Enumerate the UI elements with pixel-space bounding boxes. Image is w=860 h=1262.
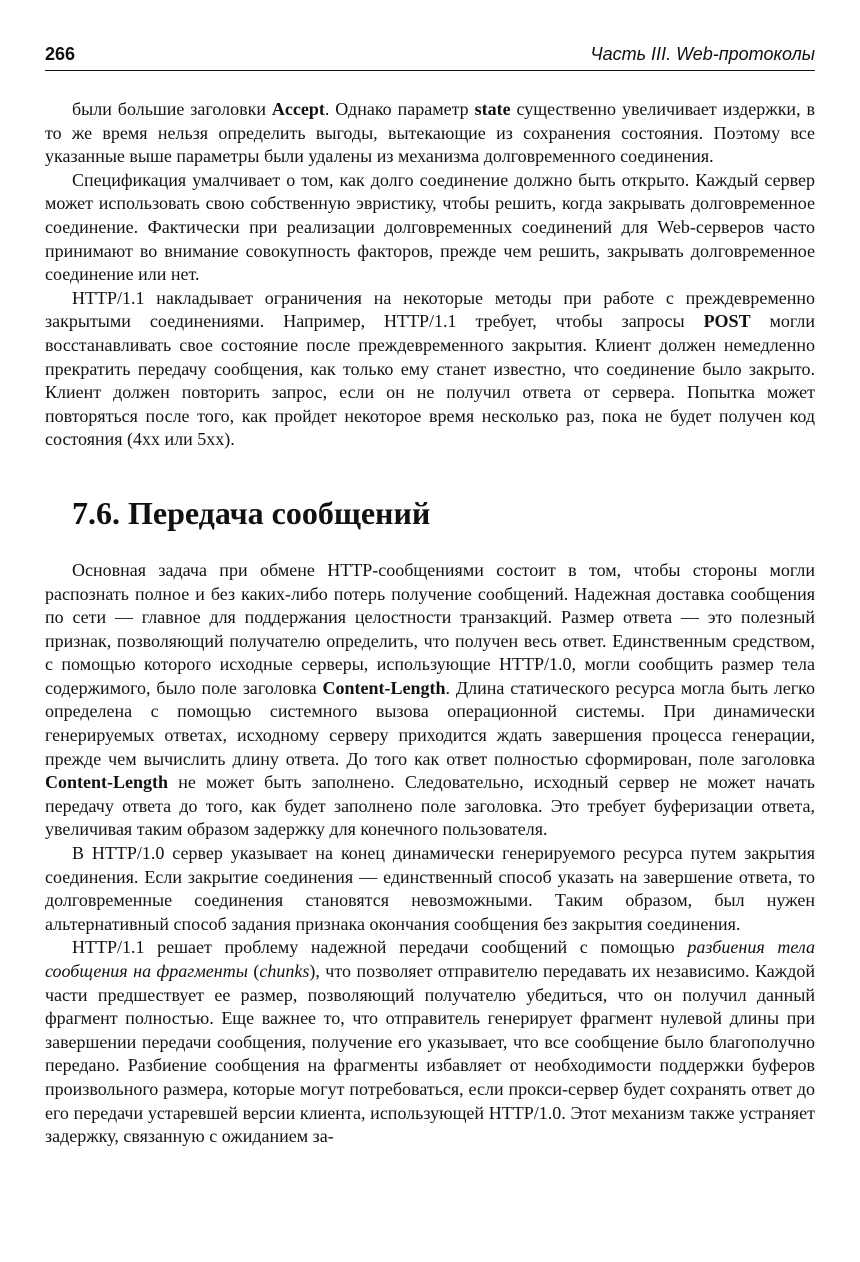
- term-accept: Accept: [271, 99, 325, 119]
- term-content-length-2: Content-Length: [45, 772, 169, 793]
- term-chunks: chunks: [259, 961, 310, 981]
- paragraph-2: Спецификация умалчивает о том, как долго соединение должно быть открыто. Каждый сервер может использовать свою собственную эвристику, чтобы решить, когда закрывать долговременное соединение. Фактически при реализации долговременных соединений для Web-серверов часто принимают во внимание совокупность факторов, прежде чем решить, закрывать долговременное соединение или нет.: [45, 169, 815, 285]
- paragraph-6: HTTP/1.1 решает проблему надежной передачи сообщений с помощью разбиения тела сообщения на фрагменты (chunks), что позволяет отправителю передавать их независимо. Каждой части предшествует ее размер, позволяющий получателю убедиться, что он получил данный фрагмент полностью. Еще важнее то, что отправитель генерирует фрагмент нулевой длины при завершении передачи сообщения, получение его указывает, что все сообщение было благополучно передано. Разбиение сообщения на фрагменты избавляет от необходимости поддержки буферов произвольного размера, которые могут потребоваться, если прокси-сервер будет сохранять ответ до его передачи устаревшей версии клиента, использующей HTTP/1.0. Этот механизм также устраняет задержку, связанную с ожиданием за-: [45, 937, 815, 1147]
- page-header: [45, 40, 815, 71]
- term-chunking: разбиения тела сообщения на фрагменты: [45, 937, 815, 981]
- term-post: POST: [703, 311, 751, 332]
- page-number: 266: [45, 44, 76, 64]
- paragraph-5: В HTTP/1.0 сервер указывает на конец динамически генерируемого ресурса путем закрытия соединения. Если закрытие соединения — единственный способ указать на завершение ответа, то долговременные соединения становятся невозможными. Таким образом, был нужен альтернативный способ задания признака окончания сообщения без закрытия соединения.: [45, 843, 815, 934]
- paragraph-4: Основная задача при обмене HTTP-сообщениями состоит в том, чтобы стороны могли распознать полное и без каких-либо потерь получение сообщений. Надежная доставка сообщения по сети — главное для поддержания целостности транзакций. Размер ответа — это полезный признак, позволяющий получателю определить, что получен весь ответ. Единственным средством, с помощью которого исходные серверы, использующие HTTP/1.0, могли сообщить размер тела содержимого, было поле заголовка Content-Length. Длина статического ресурса могла быть легко определена с помощью системного вызова операционной системы. При динамически генерируемых ответах, исходному серверу приходится ждать завершения процесса генерации, прежде чем вычислить длину ответа. До того как ответ полностью сформирован, поле заголовка Content-Length не может быть заполнено. Следовательно, исходный сервер не может начать передачу ответа до того, как будет заполнено поле заголовка. Это требует буферизации ответа, увеличивая таким образом задержку для конечного пользователя.: [45, 559, 815, 840]
- paragraph-3: HTTP/1.1 накладывает ограничения на некоторые методы при работе с преждевременно закрытыми соединениями. Например, HTTP/1.1 требует, чтобы запросы POST могли восстанавливать свое состояние после преждевременного закрытия. Клиент должен немедленно прекратить передачу сообщения, как только ему станет известно, что соединение было закрыто. Клиент должен повторить запрос, если он не получил ответа от сервера. Попытка может повторяться после того, как пройдет некоторое время несколько раз, пока не будет получен код состояния (4xx или 5xx).: [45, 287, 815, 450]
- term-state: state: [474, 99, 511, 119]
- body-text: [45, 98, 815, 1149]
- section-heading: 7.6. Передача сообщений: [72, 494, 431, 531]
- paragraph-1: были большие заголовки Accept. Однако параметр state существенно увеличивает издержки, в то же время нельзя определить выгоды, вытекающие из сохранения состояния. Поэтому все указанные выше параметры были удалены из механизма долговременного соединения.: [45, 99, 815, 167]
- running-title: Часть III. Web-протоколы: [590, 44, 815, 64]
- term-content-length: Content-Length: [322, 677, 446, 698]
